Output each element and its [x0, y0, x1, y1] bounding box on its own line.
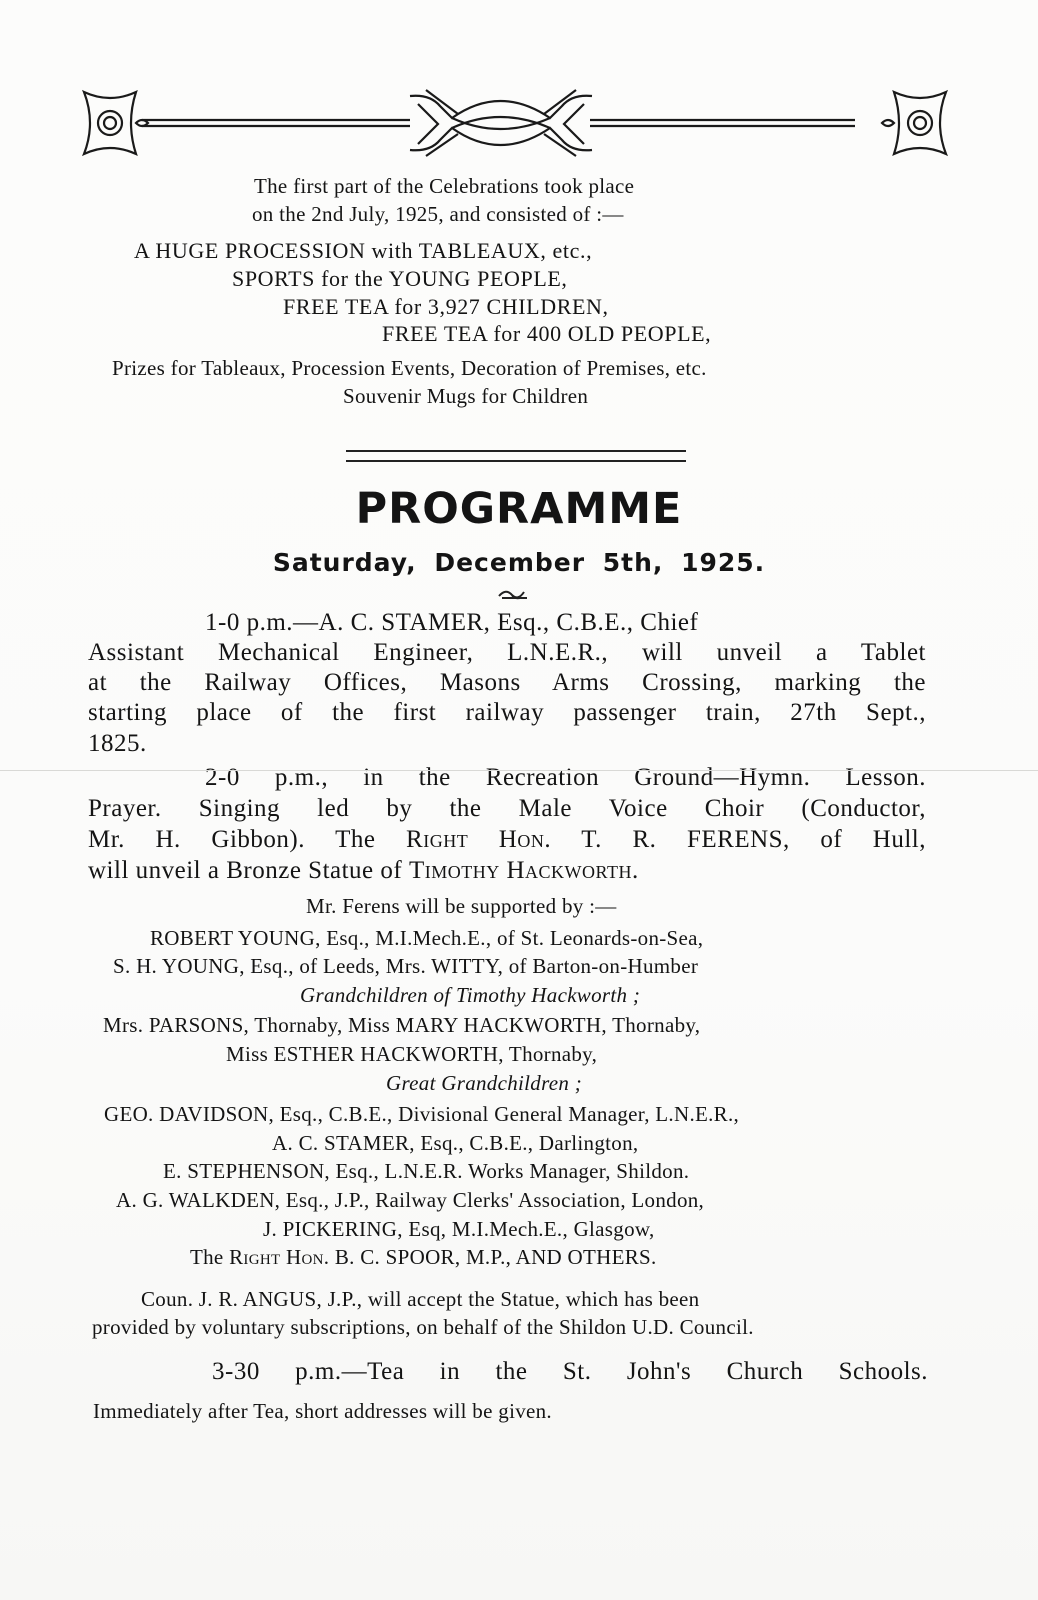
event2-line-3-part-a: Mr. H. Gibbon). The: [88, 826, 407, 853]
double-rule-divider: [346, 450, 686, 462]
supporter-j-pickering: J. PICKERING, Esq, M.I.Mech.E., Glasgow,: [263, 1217, 655, 1241]
event2-line-4-part-a: will unveil a Bronze Statue of: [88, 857, 409, 884]
event1-line-3: at the Railway Offices, Masons Arms Crossing, marking the: [88, 669, 926, 696]
supporter-bc-spoor-title: Right Hon.: [229, 1245, 330, 1269]
event1-line-5: 1825.: [88, 730, 147, 757]
intro-prizes: Prizes for Tableaux, Procession Events, Decoration of Premises, etc.: [112, 356, 707, 380]
acceptance-line-2: provided by voluntary subscriptions, on behalf of the Shildon U.D. Council.: [92, 1315, 754, 1339]
intro-item-procession: A HUGE PROCESSION with TABLEAUX, etc.,: [134, 238, 593, 263]
event2-line-2: Prayer. Singing led by the Male Voice Choir (Conductor,: [88, 795, 926, 822]
paper-fold-line: [0, 770, 1038, 771]
intro-souvenir-mugs: Souvenir Mugs for Children: [343, 384, 589, 408]
supporter-geo-davidson: GEO. DAVIDSON, Esq., C.B.E., Divisional General Manager, L.N.E.R.,: [104, 1102, 740, 1126]
acceptance-line-1: Coun. J. R. ANGUS, J.P., will accept the Statue, which has been: [141, 1287, 700, 1311]
event2-timothy-hackworth: Timothy Hackworth.: [408, 857, 639, 884]
supporter-ac-stamer: A. C. STAMER, Esq., C.B.E., Darlington,: [272, 1131, 639, 1155]
supporter-robert-young: ROBERT YOUNG, Esq., M.I.Mech.E., of St. Leonards-on-Sea,: [150, 926, 704, 950]
supporter-bc-spoor-part-a: The: [190, 1245, 230, 1269]
supporter-sh-young-witty: S. H. YOUNG, Esq., of Leeds, Mrs. WITTY, of Barton-on-Humber: [113, 954, 699, 978]
programme-date: Saturday, December 5th, 1925.: [272, 548, 766, 577]
event1-line-1: 1-0 p.m.—A. C. STAMER, Esq., C.B.E., Chief: [205, 609, 699, 636]
intro-item-old-people-tea: FREE TEA for 400 OLD PEOPLE,: [382, 321, 712, 346]
event3-line-2: Immediately after Tea, short addresses will be given.: [93, 1399, 552, 1423]
supporter-bc-spoor: [190, 1247, 657, 1268]
ornamental-header-border: [80, 84, 950, 164]
event1-line-2: Assistant Mechanical Engineer, L.N.E.R., will unveil a Tablet: [88, 639, 926, 666]
programme-title: PROGRAMME: [355, 484, 683, 534]
event1-line-4: starting place of the first railway passenger train, 27th Sept.,: [88, 699, 926, 726]
label-great-grandchildren: Great Grandchildren ;: [386, 1071, 583, 1095]
event3-line-1: 3-30 p.m.—Tea in the St. John's Church Schools.: [212, 1358, 928, 1385]
supporter-e-stephenson: E. STEPHENSON, Esq., L.N.E.R. Works Manager, Shildon.: [163, 1159, 690, 1183]
intro-line-2: on the 2nd July, 1925, and consisted of :—: [252, 202, 624, 226]
intro-item-sports: SPORTS for the YOUNG PEOPLE,: [232, 266, 568, 291]
event2-line-3: [88, 827, 926, 852]
label-grandchildren: Grandchildren of Timothy Hackworth ;: [300, 983, 641, 1007]
supporter-bc-spoor-part-b: B. C. SPOOR, M.P., AND OTHERS.: [329, 1245, 657, 1269]
supporter-esther-hackworth: Miss ESTHER HACKWORTH, Thornaby,: [226, 1042, 598, 1066]
event2-line-4: [88, 858, 639, 883]
event2-line-3-part-b: T. R. FERENS, of Hull,: [551, 826, 926, 853]
supporter-ag-walkden: A. G. WALKDEN, Esq., J.P., Railway Clerks' Association, London,: [116, 1188, 705, 1212]
event2-line-1: 2-0 p.m., in the Recreation Ground—Hymn. Lesson.: [205, 764, 926, 791]
intro-item-children-tea: FREE TEA for 3,927 CHILDREN,: [283, 294, 609, 319]
intro-line-1: The first part of the Celebrations took place: [254, 174, 635, 198]
event2-title-right-hon: Right Hon.: [406, 826, 552, 853]
supporters-heading: Mr. Ferens will be supported by :—: [306, 894, 617, 918]
supporter-parsons-mary-hackworth: Mrs. PARSONS, Thornaby, Miss MARY HACKWORTH, Thornaby,: [103, 1013, 701, 1037]
flourish-ornament: [496, 586, 530, 602]
